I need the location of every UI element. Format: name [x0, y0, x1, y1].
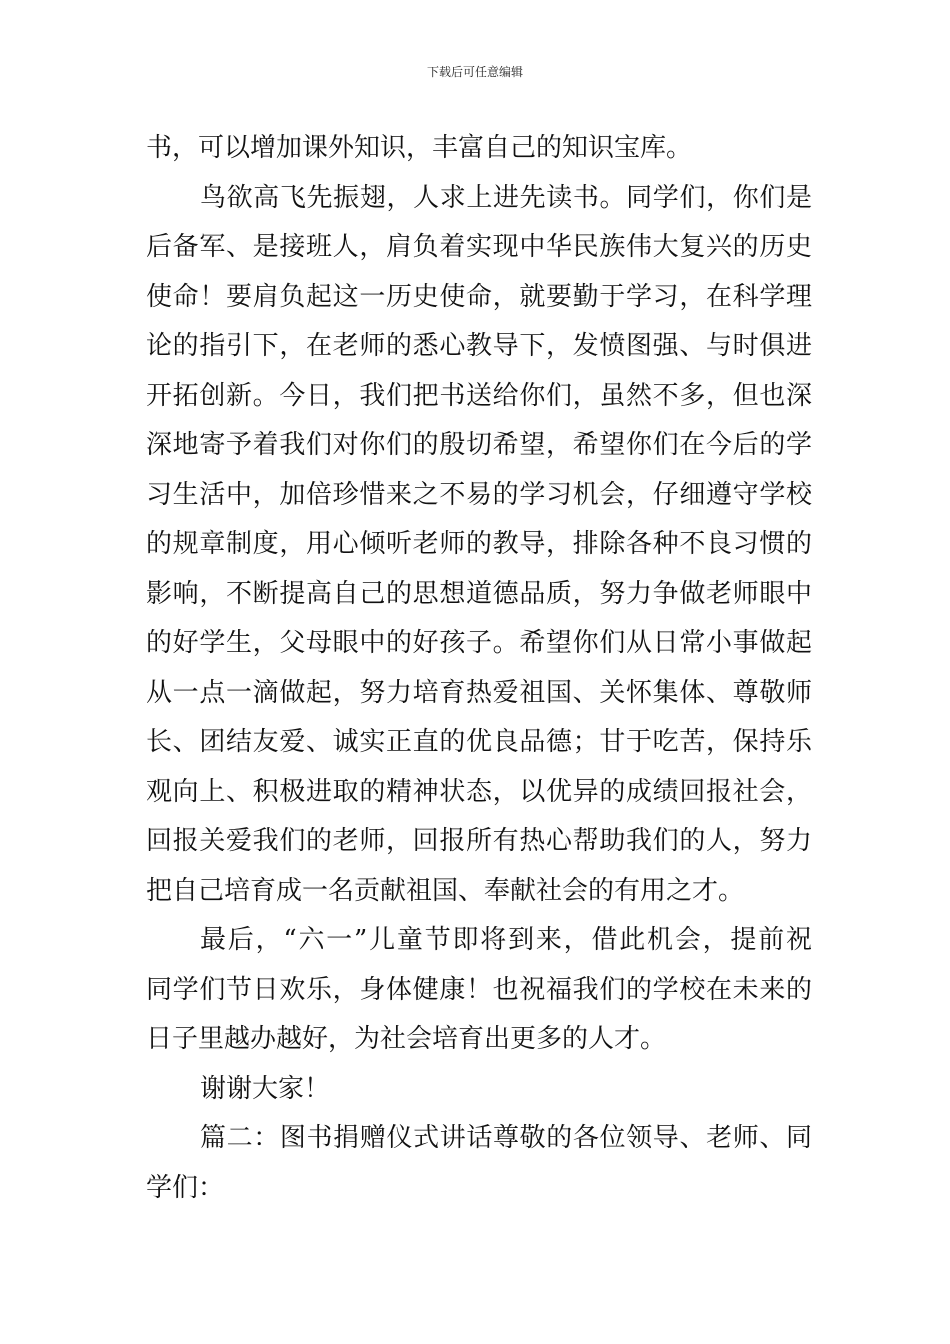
text-line: 论的指引下，在老师的悉心教导下，发愤图强、与时俱进: [146, 331, 812, 361]
text-line: 后备军、是接班人，肩负着实现中华民族伟大复兴的历史: [146, 232, 812, 262]
text-line: 日子里越办越好，为社会培育出更多的人才。: [146, 1024, 667, 1054]
text-line: 的规章制度，用心倾听老师的教导，排除各种不良习惯的: [146, 529, 812, 559]
text-line: 谢谢大家！: [200, 1073, 331, 1104]
text-line: 书，可以增加课外知识，丰富自己的知识宝库。: [146, 133, 693, 163]
text-line: 从一点一滴做起，努力培育热爱祖国、关怀集体、尊敬师: [146, 677, 812, 708]
text-line: 鸟欲高飞先振翅，人求上进先读书。同学们，你们是: [200, 182, 812, 213]
text-line: 习生活中，加倍珍惜来之不易的学习机会，仔细遵守学校: [146, 479, 812, 510]
text-line: 最后，“六一”儿童节即将到来，借此机会，提前祝: [200, 925, 812, 955]
text-line: 把自己培育成一名贡献祖国、奉献社会的有用之才。: [146, 875, 745, 906]
text-line: 回报关爱我们的老师，回报所有热心帮助我们的人，努力: [146, 826, 812, 856]
text-line: 篇二：图书捐赠仪式讲话尊敬的各位领导、老师、同: [200, 1123, 812, 1153]
text-line: 同学们节日欢乐，身体健康！也祝福我们的学校在未来的: [146, 974, 812, 1005]
document-body: [146, 124, 812, 1213]
text-line: 开拓创新。今日，我们把书送给你们，虽然不多，但也深: [146, 380, 812, 411]
text-line: 观向上、积极进取的精神状态，以优异的成绩回报社会，: [146, 776, 812, 807]
text-line: 使命！要肩负起这一历史使命，就要勤于学习，在科学理: [146, 281, 812, 312]
text-line: 影响，不断提高自己的思想道德品质，努力争做老师眼中: [146, 578, 812, 609]
text-line: 的好学生，父母眼中的好孩子。希望你们从日常小事做起: [146, 628, 812, 658]
text-line: 深地寄予着我们对你们的殷切希望，希望你们在今后的学: [146, 430, 812, 460]
text-line: 学们：: [146, 1172, 225, 1203]
text-line: 长、团结友爱、诚实正直的优良品德；甘于吃苦，保持乐: [146, 727, 812, 757]
page-header: 下载后可任意编辑: [426, 65, 523, 79]
